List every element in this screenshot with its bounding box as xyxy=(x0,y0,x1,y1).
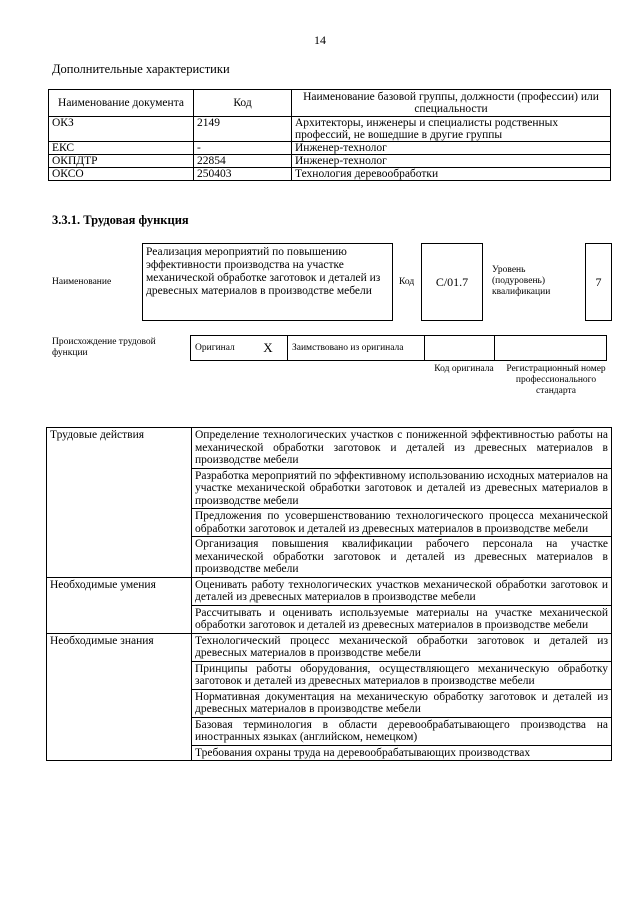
original-code-caption: Код оригинала xyxy=(434,364,494,374)
qualification-level-label: Уровень (подуровень) квалификации xyxy=(492,265,551,297)
header-code: Код xyxy=(194,90,292,117)
labor-action-item: Организация повышения квалификации рабочего персонала на участке механической обработки заготовок и деталей из древесных материалов в производстве мебели xyxy=(192,537,612,578)
function-name-box: Реализация мероприятий по повышению эффективности производства на участке механической обработке заготовок и деталей из древесных материалов в производстве мебели xyxy=(142,243,393,321)
registration-number-caption: Регистрационный номер профессионального стандарта xyxy=(506,364,606,396)
function-code-label: Код xyxy=(399,277,415,287)
doc-name-cell: ОКСО xyxy=(49,168,194,181)
code-cell: 2149 xyxy=(194,117,292,142)
qualification-level-box: 7 xyxy=(585,243,612,321)
group-name-cell: Инженер-технолог xyxy=(292,155,611,168)
doc-name-cell: ОКЗ xyxy=(49,117,194,142)
code-cell: 250403 xyxy=(194,168,292,181)
function-name-label: Наименование xyxy=(52,277,112,287)
page-number: 14 xyxy=(314,33,326,47)
labor-function-heading: 3.3.1. Трудовая функция xyxy=(52,213,189,227)
table-row xyxy=(47,577,612,605)
additional-characteristics-heading: Дополнительные характеристики xyxy=(52,62,230,76)
original-label: Оригинал xyxy=(191,336,250,361)
borrowed-label: Заимствовано из оригинала xyxy=(288,336,425,361)
table-row xyxy=(49,142,611,155)
category-labor-actions: Трудовые действия xyxy=(47,428,192,578)
registration-number-cell xyxy=(495,336,607,361)
code-cell: - xyxy=(194,142,292,155)
table-row xyxy=(49,117,611,142)
table-row xyxy=(49,168,611,181)
function-code-box: C/01.7 xyxy=(421,243,483,321)
group-name-cell: Технология деревообработки xyxy=(292,168,611,181)
skill-item: Оценивать работу технологических участков механической обработки заготовок и деталей из древесных материалов в производстве мебели xyxy=(192,577,612,605)
table-row xyxy=(49,155,611,168)
group-name-cell: Инженер-технолог xyxy=(292,142,611,155)
function-origin-label: Происхождение трудовой функции xyxy=(52,337,156,358)
characteristics-table xyxy=(48,89,611,181)
characteristics-header-row xyxy=(49,90,611,117)
labor-action-item: Разработка мероприятий по эффективному использованию исходных материалов на участке механической обработки заготовок и деталей из древесных материалов в производстве мебели xyxy=(192,468,612,509)
origin-table xyxy=(190,335,607,361)
knowledge-item: Нормативная документация на механическую обработку заготовок и деталей из древесных материалов в производстве мебели xyxy=(192,689,612,717)
code-cell: 22854 xyxy=(194,155,292,168)
header-group-name: Наименование базовой группы, должности (профессии) или специальности xyxy=(292,90,611,117)
doc-name-cell: ОКПДТР xyxy=(49,155,194,168)
original-mark: X xyxy=(249,336,288,361)
header-doc-name: Наименование документа xyxy=(49,90,194,117)
doc-name-cell: ЕКС xyxy=(49,142,194,155)
table-row xyxy=(47,428,612,469)
knowledge-item: Технологический процесс механической обработки заготовок и деталей из древесных материалов в производстве мебели xyxy=(192,633,612,661)
labor-function-table xyxy=(46,427,612,761)
category-required-knowledge: Необходимые знания xyxy=(47,633,192,761)
labor-action-item: Предложения по усовершенствованию технологического процесса механической обработки заготовок и деталей из древесных материалов в производстве мебели xyxy=(192,509,612,537)
skill-item: Рассчитывать и оценивать используемые материалы на участке механической обработки заготовок и деталей из древесных материалов в производстве мебели xyxy=(192,605,612,633)
original-code-cell xyxy=(425,336,495,361)
knowledge-item: Принципы работы оборудования, осуществляющего механическую обработку заготовок и деталей из древесных материалов в производстве мебели xyxy=(192,661,612,689)
table-row xyxy=(47,633,612,661)
knowledge-item: Требования охраны труда на деревообрабатывающих производствах xyxy=(192,745,612,761)
category-required-skills: Необходимые умения xyxy=(47,577,192,633)
group-name-cell: Архитекторы, инженеры и специалисты родственных профессий, не вошедшие в другие группы xyxy=(292,117,611,142)
knowledge-item: Базовая терминология в области деревообрабатывающего производства на иностранных языках (английском, немецком) xyxy=(192,717,612,745)
labor-action-item: Определение технологических участков с пониженной эффективностью работы на механической обработки заготовок и деталей из древесных материалов в производстве мебели xyxy=(192,428,612,469)
